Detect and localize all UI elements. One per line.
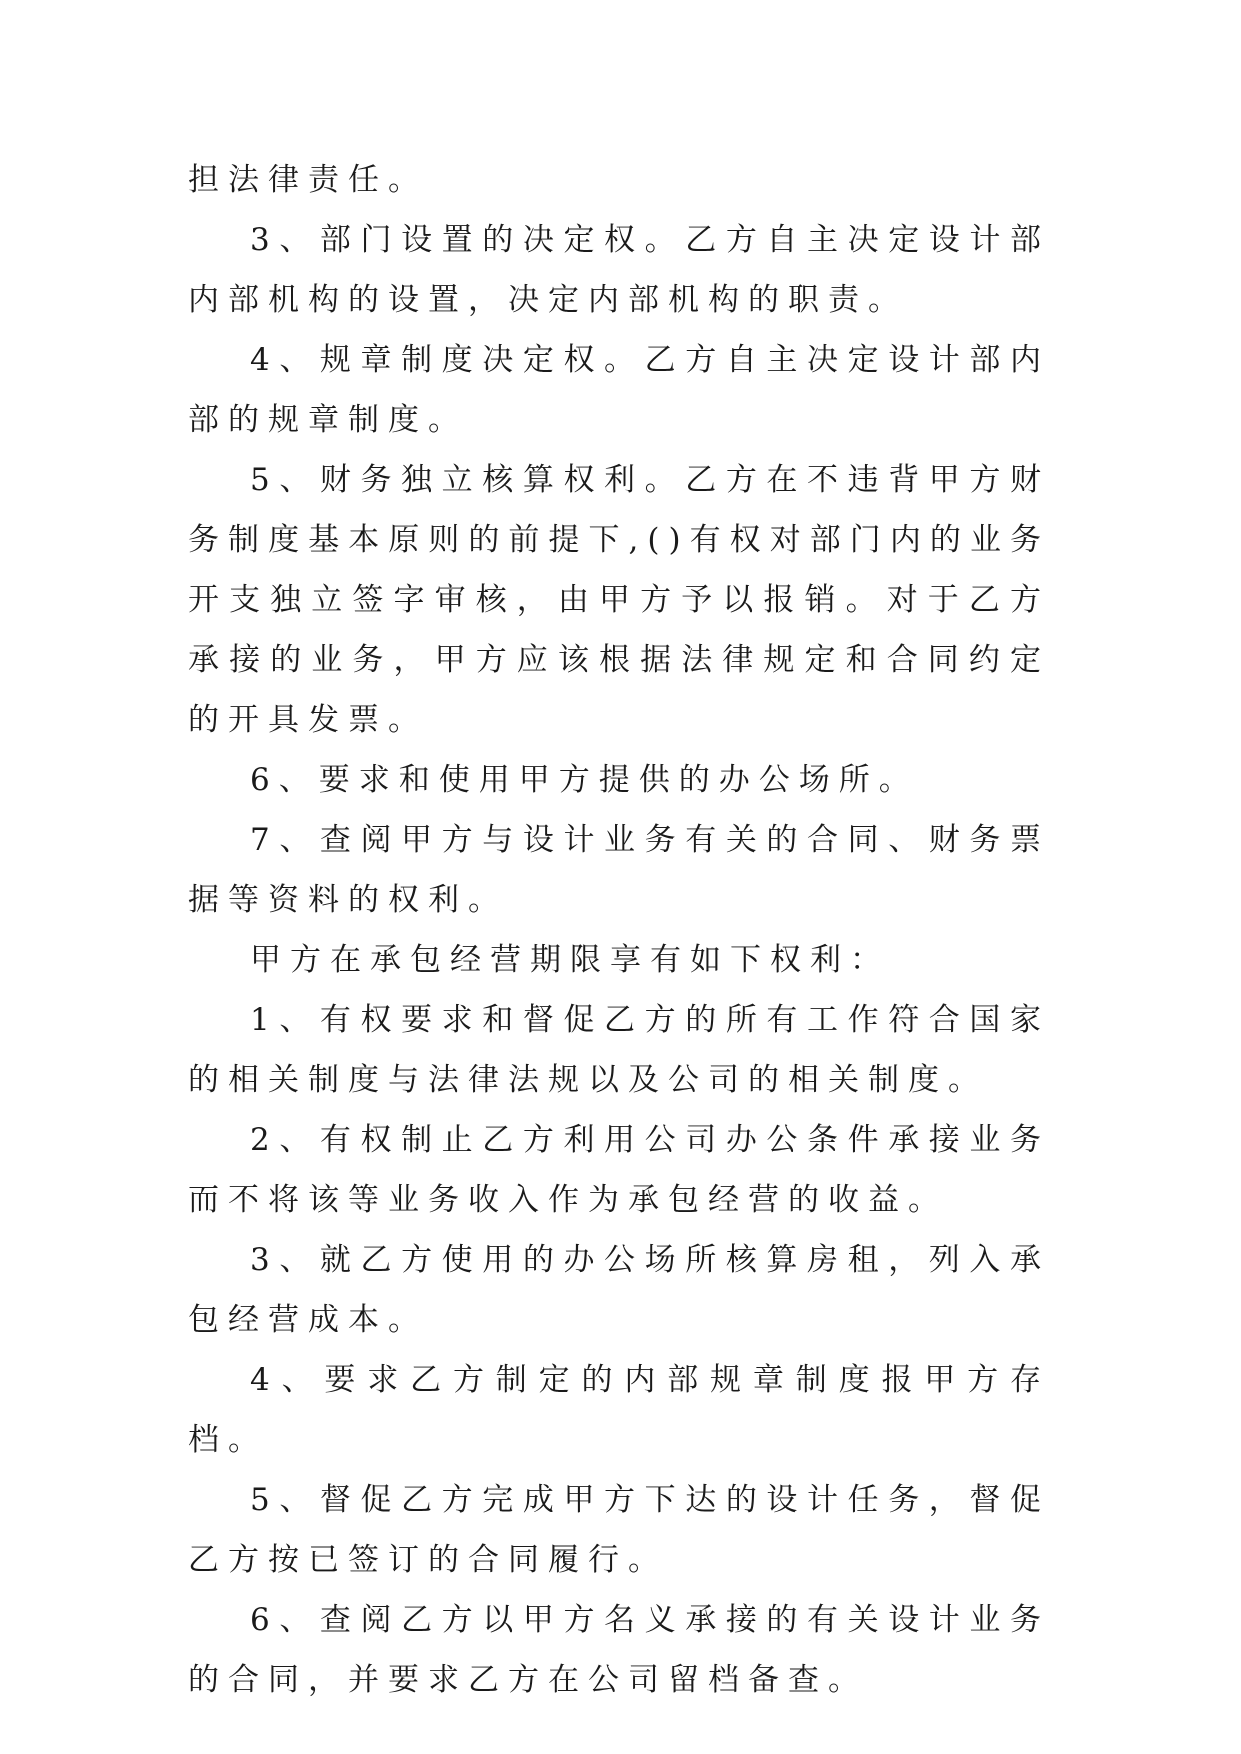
- paragraph: 担法律责任。: [188, 162, 428, 198]
- paragraph: 5、财务独立核算权利。乙方在不违背甲方财务制度基本原则的前提下,()有权对部门内的业务开支独立签字审核，由甲方予以报销。对于乙方承接的业务，甲方应该根据法律规定和合同约定的开具发票。: [188, 462, 1050, 738]
- paragraph: 5、督促乙方完成甲方下达的设计任务，督促乙方按已签订的合同履行。: [188, 1482, 1050, 1578]
- document-body: [188, 150, 1050, 1710]
- paragraph: 3、就乙方使用的办公场所核算房租，列入承包经营成本。: [188, 1242, 1050, 1338]
- paragraph: 2、有权制止乙方利用公司办公条件承接业务而不将该等业务收入作为承包经营的收益。: [188, 1122, 1050, 1218]
- paragraph: 7、查阅甲方与设计业务有关的合同、财务票据等资料的权利。: [188, 822, 1050, 918]
- paragraph: 3、部门设置的决定权。乙方自主决定设计部内部机构的设置，决定内部机构的职责。: [188, 222, 1050, 318]
- paragraph: 6、要求和使用甲方提供的办公场所。: [250, 762, 919, 798]
- paragraph: 6、查阅乙方以甲方名义承接的有关设计业务的合同，并要求乙方在公司留档备查。: [188, 1602, 1050, 1698]
- paragraph: 甲方在承包经营期限享有如下权利：: [250, 942, 890, 978]
- paragraph: 4、规章制度决定权。乙方自主决定设计部内部的规章制度。: [188, 342, 1050, 438]
- paragraph: 4、要求乙方制定的内部规章制度报甲方存档。: [188, 1362, 1050, 1458]
- paragraph: 1、有权要求和督促乙方的所有工作符合国家的相关制度与法律法规以及公司的相关制度。: [188, 1002, 1050, 1098]
